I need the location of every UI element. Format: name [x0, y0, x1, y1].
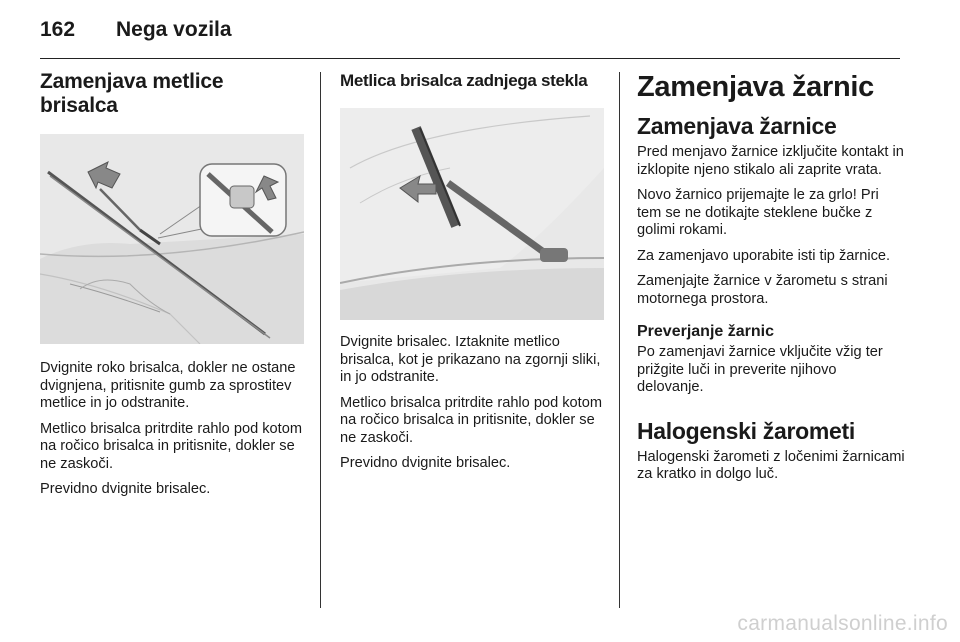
paragraph: Po zamenjavi žarnice vključite vžig ter prižgite luči in preverite njihovo delovanje.	[637, 344, 883, 395]
chapter-title-bulbs: Zamenjava žarnic	[637, 71, 874, 103]
paragraph: Pred menjavo žarnice izključite kontakt in izklopite njeno stikalo ali zaprite vrata.	[637, 144, 904, 178]
page-header	[40, 14, 900, 54]
section-heading-front-wiper: Zamenjava metlice brisalca	[40, 70, 224, 117]
rear-wiper-illustration	[340, 108, 604, 320]
paragraph: Halogenski žarometi z ločenimi žarnicami za kratko in dolgo luč.	[637, 448, 905, 482]
column-rear-wiper	[340, 70, 604, 481]
column-divider-1	[320, 72, 321, 608]
paragraph: Dvignite brisalec. Iztaknite metlico brisalca, kot je prikazano na zgornji sliki, in jo odstranite.	[340, 334, 601, 385]
subheading-halogen-headlights: Halogenski žarometi	[637, 417, 855, 444]
page-title: Nega vozila	[116, 18, 232, 41]
paragraph: Metlico brisalca pritrdite rahlo pod kotom na ročico brisalca in pritisnite, dokler se ne zaskoči.	[40, 420, 302, 472]
column-bulbs	[637, 70, 907, 492]
column-divider-2	[619, 72, 620, 608]
paragraph: Previdno dvignite brisalec.	[340, 455, 511, 471]
subheading-bulb-check: Preverjanje žarnic	[637, 323, 774, 340]
front-wiper-illustration	[40, 134, 304, 344]
paragraph: Dvignite roko brisalca, dokler ne ostane dvignjena, pritisnite gumb za sprostitev metlice in jo odstranite.	[40, 360, 296, 411]
section-heading-rear-wiper: Metlica brisalca zadnjega stekla	[340, 71, 588, 90]
page-number: 162	[40, 18, 76, 41]
paragraph: Metlico brisalca pritrdite rahlo pod kotom na ročico brisalca in pritisnite, dokler se ne zaskoči.	[340, 394, 602, 446]
paragraph: Za zamenjavo uporabite isti tip žarnice.	[637, 247, 891, 264]
watermark: carmanualsonline.info	[737, 612, 948, 635]
header-rule	[40, 58, 900, 59]
paragraph: Zamenjajte žarnice v žarometu s strani motornega prostora.	[637, 273, 888, 307]
paragraph: Previdno dvignite brisalec.	[40, 481, 211, 497]
paragraph: Novo žarnico prijemajte le za grlo! Pri tem se ne dotikajte steklene bučke z golimi rokami.	[637, 187, 879, 238]
subheading-bulb-replacement: Zamenjava žarnice	[637, 113, 837, 139]
column-front-wiper	[40, 70, 304, 507]
